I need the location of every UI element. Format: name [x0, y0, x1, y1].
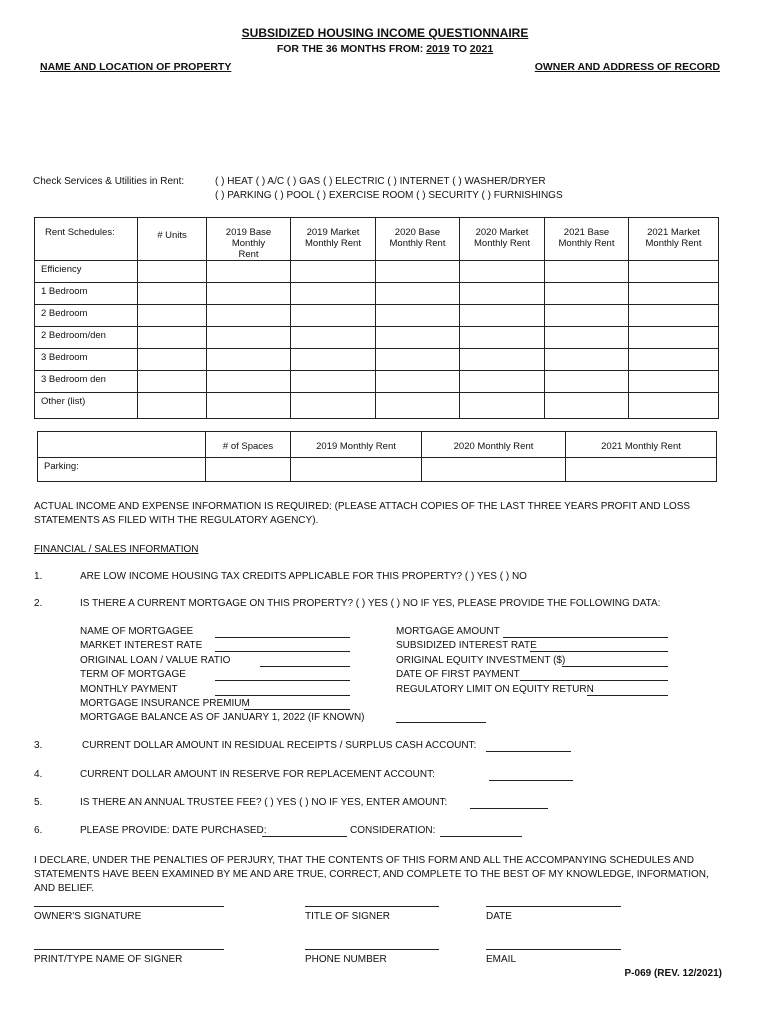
q4-number: 4. [34, 769, 43, 780]
input-cell[interactable] [376, 349, 460, 371]
market-2021-header: 2021 Market Monthly Rent [629, 218, 719, 261]
input-cell[interactable] [207, 371, 291, 393]
table-row [35, 349, 719, 371]
monthly-payment-label: MONTHLY PAYMENT [80, 684, 178, 695]
services-line-2[interactable]: ( ) PARKING ( ) POOL ( ) EXERCISE ROOM ( ) SECURITY ( ) FURNISHINGS [215, 190, 563, 201]
date-field[interactable] [486, 906, 621, 907]
to-word: TO [452, 43, 467, 55]
equity-return-field[interactable] [587, 695, 668, 696]
input-cell[interactable] [207, 305, 291, 327]
input-cell[interactable] [291, 458, 422, 482]
row-label: 3 Bedroom den [35, 371, 138, 393]
mortgagee-field[interactable] [215, 637, 350, 638]
input-cell[interactable] [207, 393, 291, 419]
equity-investment-field[interactable] [562, 666, 668, 667]
input-cell[interactable] [291, 393, 376, 419]
print-name-label: PRINT/TYPE NAME OF SIGNER [34, 954, 183, 965]
q1-text[interactable]: ARE LOW INCOME HOUSING TAX CREDITS APPLICABLE FOR THIS PROPERTY? ( ) YES ( ) NO [80, 571, 527, 582]
q5-number: 5. [34, 797, 43, 808]
term-label: TERM OF MORTGAGE [80, 669, 186, 680]
base-2019-header: 2019 Base Monthly Rent [207, 218, 291, 261]
table-row [35, 305, 719, 327]
input-cell[interactable] [376, 305, 460, 327]
input-cell[interactable] [545, 327, 629, 349]
q6-consideration-label: CONSIDERATION: [350, 825, 436, 836]
first-payment-label: DATE OF FIRST PAYMENT [396, 669, 520, 680]
row-label: 1 Bedroom [35, 283, 138, 305]
input-cell[interactable] [545, 261, 629, 283]
input-cell[interactable] [207, 349, 291, 371]
input-cell[interactable] [376, 283, 460, 305]
reserve-replacement-field[interactable] [489, 780, 573, 781]
market-rate-field[interactable] [215, 651, 350, 652]
input-cell[interactable] [138, 261, 207, 283]
base-2021-header: 2021 Base Monthly Rent [545, 218, 629, 261]
q3-number: 3. [34, 740, 43, 751]
subsidized-rate-label: SUBSIDIZED INTEREST RATE [396, 640, 537, 651]
consideration-field[interactable] [440, 836, 522, 837]
input-cell[interactable] [545, 305, 629, 327]
input-cell[interactable] [460, 261, 545, 283]
insurance-premium-field[interactable] [244, 709, 350, 710]
year-from: 2019 [426, 43, 450, 55]
input-cell[interactable] [138, 371, 207, 393]
table-row [38, 458, 717, 482]
input-cell[interactable] [291, 305, 376, 327]
input-cell[interactable] [138, 283, 207, 305]
input-cell[interactable] [460, 283, 545, 305]
row-label: Other (list) [35, 393, 138, 419]
input-cell[interactable] [629, 371, 719, 393]
rent-schedules-header: Rent Schedules: [35, 218, 138, 261]
equity-investment-label: ORIGINAL EQUITY INVESTMENT ($) [396, 655, 566, 666]
input-cell[interactable] [460, 327, 545, 349]
spaces-header: # of Spaces [206, 432, 291, 458]
parking-2019-header: 2019 Monthly Rent [291, 432, 422, 458]
units-header: # Units [138, 218, 207, 261]
row-label: Efficiency [35, 261, 138, 283]
input-cell[interactable] [138, 305, 207, 327]
date-purchased-field[interactable] [262, 836, 347, 837]
parking-2020-header: 2020 Monthly Rent [422, 432, 566, 458]
print-name-field[interactable] [34, 949, 224, 950]
input-cell[interactable] [566, 458, 717, 482]
input-cell[interactable] [138, 393, 207, 419]
input-cell[interactable] [545, 349, 629, 371]
trustee-fee-field[interactable] [470, 808, 548, 809]
q1-number: 1. [34, 571, 43, 582]
input-cell[interactable] [376, 393, 460, 419]
input-cell[interactable] [291, 371, 376, 393]
residual-receipts-field[interactable] [486, 751, 571, 752]
parking-table [37, 431, 717, 482]
row-label: 2 Bedroom [35, 305, 138, 327]
input-cell[interactable] [291, 349, 376, 371]
input-cell[interactable] [138, 349, 207, 371]
owner-label: OWNER AND ADDRESS OF RECORD [534, 61, 720, 73]
owner-signature-label: OWNER'S SIGNATURE [34, 911, 142, 922]
input-cell[interactable] [545, 283, 629, 305]
input-cell[interactable] [206, 458, 291, 482]
row-label: 3 Bedroom [35, 349, 138, 371]
input-cell[interactable] [207, 327, 291, 349]
input-cell[interactable] [291, 261, 376, 283]
input-cell[interactable] [629, 349, 719, 371]
input-cell[interactable] [460, 371, 545, 393]
table-row [35, 327, 719, 349]
input-cell[interactable] [629, 327, 719, 349]
form-id: P-069 (REV. 12/2021) [624, 968, 722, 979]
input-cell[interactable] [460, 305, 545, 327]
form-period [0, 43, 770, 55]
subsidized-rate-field[interactable] [530, 651, 668, 652]
services-label: Check Services & Utilities in Rent: [33, 176, 185, 187]
mortgage-balance-field[interactable] [396, 722, 486, 723]
title-label: TITLE OF SIGNER [305, 911, 391, 922]
email-label: EMAIL [486, 954, 517, 965]
parking-blank-header [38, 432, 206, 458]
input-cell[interactable] [545, 371, 629, 393]
input-cell[interactable] [629, 261, 719, 283]
monthly-payment-field[interactable] [215, 695, 350, 696]
input-cell[interactable] [422, 458, 566, 482]
title-field[interactable] [305, 906, 439, 907]
parking-2021-header: 2021 Monthly Rent [566, 432, 717, 458]
insurance-premium-label: MORTGAGE INSURANCE PREMIUM [80, 698, 250, 709]
input-cell[interactable] [376, 371, 460, 393]
form-title: SUBSIDIZED HOUSING INCOME QUESTIONNAIRE [241, 26, 529, 40]
q2-text[interactable]: IS THERE A CURRENT MORTGAGE ON THIS PROPERTY? ( ) YES ( ) NO IF YES, PLEASE PROVIDE THE FOLLOWING DATA: [80, 598, 661, 609]
equity-return-label: REGULATORY LIMIT ON EQUITY RETURN [396, 684, 594, 695]
input-cell[interactable] [629, 283, 719, 305]
mortgage-balance-label: MORTGAGE BALANCE AS OF JANUARY 1, 2022 (IF KNOWN) [80, 712, 365, 723]
input-cell[interactable] [460, 349, 545, 371]
mortgage-amount-label: MORTGAGE AMOUNT [396, 626, 500, 637]
table-row [35, 283, 719, 305]
loan-value-field[interactable] [260, 666, 350, 667]
market-2019-header: 2019 Market Monthly Rent [291, 218, 376, 261]
input-cell[interactable] [545, 393, 629, 419]
table-row [35, 261, 719, 283]
input-cell[interactable] [376, 327, 460, 349]
input-cell[interactable] [460, 393, 545, 419]
owner-signature-field[interactable] [34, 906, 224, 907]
input-cell[interactable] [138, 327, 207, 349]
actual-income-note: ACTUAL INCOME AND EXPENSE INFORMATION IS REQUIRED: (PLEASE ATTACH COPIES OF THE LAST THREE YEARS PROFIT AND LOSS STATEMENTS AS FILED WITH THE REGULATORY AGENCY). [34, 501, 691, 526]
market-rate-label: MARKET INTEREST RATE [80, 640, 203, 651]
property-label: NAME AND LOCATION OF PROPERTY [40, 61, 232, 73]
financial-heading: FINANCIAL / SALES INFORMATION [34, 544, 199, 555]
base-2020-header: 2020 Base Monthly Rent [376, 218, 460, 261]
services-line-1[interactable]: ( ) HEAT ( ) A/C ( ) GAS ( ) ELECTRIC ( ) INTERNET ( ) WASHER/DRYER [215, 176, 546, 187]
phone-field[interactable] [305, 949, 439, 950]
row-label: 2 Bedroom/den [35, 327, 138, 349]
input-cell[interactable] [376, 261, 460, 283]
table-row [35, 371, 719, 393]
input-cell[interactable] [291, 283, 376, 305]
q5-text[interactable]: IS THERE AN ANNUAL TRUSTEE FEE? ( ) YES ( ) NO IF YES, ENTER AMOUNT: [80, 797, 448, 808]
term-field[interactable] [215, 680, 350, 681]
phone-label: PHONE NUMBER [305, 954, 387, 965]
year-to: 2021 [469, 43, 494, 55]
declaration: I DECLARE, UNDER THE PENALTIES OF PERJURY, THAT THE CONTENTS OF THIS FORM AND ALL THE ACCOMPANYING SCHEDULES AND STATEMENTS HAVE BEEN EXAMINED BY ME AND ARE TRUE, CORRECT, AND COMPLETE TO THE BEST OF MY KNOWLEDGE, INFORMATION, AND BELIEF. [34, 855, 709, 894]
input-cell[interactable] [207, 261, 291, 283]
email-field[interactable] [486, 949, 621, 950]
mortgage-amount-field[interactable] [503, 637, 668, 638]
parking-row-label: Parking: [38, 458, 206, 482]
loan-value-label: ORIGINAL LOAN / VALUE RATIO [80, 655, 231, 666]
date-label: DATE [486, 911, 512, 922]
rent-schedule-table [34, 217, 719, 419]
q6-date-label: PLEASE PROVIDE: DATE PURCHASED: [80, 825, 267, 836]
mortgagee-label: NAME OF MORTGAGEE [80, 626, 194, 637]
q3-text: CURRENT DOLLAR AMOUNT IN RESIDUAL RECEIPTS / SURPLUS CASH ACCOUNT: [82, 740, 477, 751]
input-cell[interactable] [629, 305, 719, 327]
first-payment-field[interactable] [520, 680, 668, 681]
q2-number: 2. [34, 598, 43, 609]
input-cell[interactable] [629, 393, 719, 419]
q6-number: 6. [34, 825, 43, 836]
table-row [35, 393, 719, 419]
input-cell[interactable] [291, 327, 376, 349]
market-2020-header: 2020 Market Monthly Rent [460, 218, 545, 261]
q4-text: CURRENT DOLLAR AMOUNT IN RESERVE FOR REPLACEMENT ACCOUNT: [80, 769, 435, 780]
input-cell[interactable] [207, 283, 291, 305]
period-prefix: FOR THE 36 MONTHS FROM: [276, 43, 424, 55]
